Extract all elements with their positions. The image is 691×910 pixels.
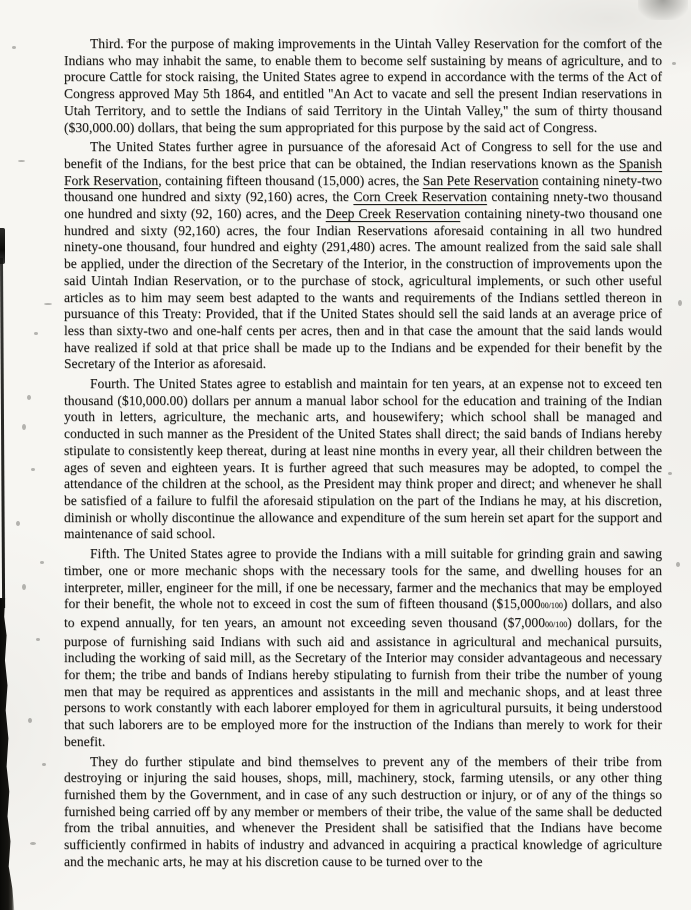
text-segment: containing ninety-two thousand one hundred and sixty (92,160) acres, the	[64, 172, 662, 205]
underlined-reservation-name: San Pete Reservation	[422, 172, 539, 188]
text-segment: They do further stipulate and bind themselves to prevent any of the members of their tribe from destroying or injuring the said houses, shops, mill, machinery, stock, farming utensils, or any other thing furnished them by the Government, and in case of any such destruction or injury, or of any of the things so furnished being carried off by any member or members of their tribe, the value of the same shall be deducted from the tribal annuities, and whenever the President shall be satisified that the Indians have become sufficiently confirmed in habits of industry and advanced in acquiring a practical knowledge of agriculture and the mechanic arts, he may at his discretion cause to be turned over to the	[64, 753, 662, 869]
text-segment: Fifth. The United States agree to provide the Indians with a mill suitable for grinding grain and sawing timber, one or more mechanic shops with the necessary tools for the same, and dwelling houses for an interpreter, miller, engineer for the mill, if one be necessary, farmer and the mechanics that may be employed for their benefit, the whole not to exceed in cost the sum of fifteen thousand ($15,000	[64, 546, 662, 612]
paragraph	[64, 546, 662, 750]
scan-speckle	[672, 62, 676, 65]
scan-speckle	[30, 842, 36, 845]
scan-speckle	[28, 718, 32, 723]
scan-speckle	[16, 521, 20, 526]
paragraph	[64, 139, 662, 373]
text-segment: Third. For the purpose of making improvements in the Uintah Valley Reservation for the comfort of the Indians who may inhabit the same, to enable them to become self sustaining by means of agriculture, and to procure Cattle for stock raising, the United States agree to expend in accordance with the terms of the Act of Congress approved May 5th 1864, and entitled ''An Act to vacate and sell the present Indian reservations in Utah Territory, and to settle the Indians of said Territory in the Uintah Valley,'' the sum of thirty thousand ($30,000.00) dollars, that being the sum appropriated for this purpose by the said act of Congress.	[64, 36, 662, 135]
scan-speckle	[22, 424, 26, 430]
scan-speckle	[42, 763, 46, 766]
scan-speckle	[36, 638, 40, 641]
text-segment: ) dollars, for the purpose of furnishing said Indians with such aid and assistance in agricultural and mechanical pursuits, including the working of said mill, as the Secretary of the Interior may consider advantageous and necessary for them; the tribe and bands of Indians hereby stipulating to furnish from their tribe the number of young men that may be required as apprentices and assistants in the mill and mechanic shops, and at least three persons to work constantly with each laborer employed for them in agricultural pursuits, it being understood that such laborers are to be employed more for the instruction of the Indians than merely to work for their benefit.	[64, 614, 663, 749]
underlined-reservation-name: Corn Creek Reservation	[353, 189, 487, 205]
scan-artifact-left-line	[0, 258, 5, 608]
scan-speckle	[12, 46, 16, 49]
underlined-reservation-name: Deep Creek Reservation	[325, 206, 461, 222]
scan-artifact-corner-smudge	[638, 0, 688, 20]
paragraph	[64, 36, 662, 136]
scan-artifact-left-band	[0, 598, 15, 910]
underlined-reservation-name: Spanish Fork Reservation	[64, 155, 662, 188]
text-segment: containing ninety-two thousand one hundred and sixty (92,160) acres, the four Indian Reservations aforesaid containing in all two hundred ninety-one thousand, four hundred and eighty (291,480) acres. The amount realized from the said sale shall be applied, under the direction of the Secretary of the Interior, in the construction of improvements upon the said Uintah Indian Reservation, or to the purchase of stock, agricultural implements, or such other useful articles as to him may seem best adapted to the wants and requirements of the Indians settled thereon in pursuance of this Treaty: Provided, that if the United States should sell the said lands at an average price of less than sixty-two and one-half cents per acres, then and in that case the amount that the said lands would have realized if sold at that price shall be made up to the Indians and be expended for their benefit by the Secretary of the Interior as aforesaid.	[64, 206, 662, 372]
scan-speckle	[676, 562, 680, 567]
scan-artifact-left-mark	[0, 228, 5, 264]
scan-speckle	[668, 472, 672, 475]
scan-speckle	[18, 160, 25, 162]
scan-speckle	[22, 584, 26, 590]
scan-speckle	[31, 468, 35, 471]
treaty-text	[64, 36, 662, 873]
scan-speckle	[40, 561, 44, 564]
scan-speckle	[34, 332, 38, 335]
scan-speckle	[678, 300, 682, 306]
text-segment: , containing fifteen thousand (15,000) acres, the	[158, 172, 423, 188]
paragraph	[64, 754, 662, 871]
text-segment: containing nnety-two thousand one hundred and sixty (92, 160) acres, and the	[64, 189, 662, 222]
cents-fraction: 00/100	[545, 619, 568, 629]
scan-speckle	[27, 395, 31, 400]
text-segment: Fourth. The United States agree to establish and maintain for ten years, at an expense not to exceed ten thousand ($10,000.00) dollars per annum a manual labor school for the education and training of the Indian youth in letters, agriculture, the mechanic arts, and housewifery; which school shall be managed and conducted in such manner as the President of the United States shall direct; the said bands of Indians hereby stipulate to consistently keep thereat, during at least nine months in every year, all their children between the ages of seven and eighteen years. It is further agreed that such measures may be adopted, to compel the attendance of the children at the school, as the President may think proper and direct; and whenever he shall be satisfied of a failure to fulfil the aforesaid stipulation on the part of the Indians he may, at his discretion, diminish or wholly discontinue the allowance and expenditure of the sum herein set apart for the support and maintenance of said school.	[64, 376, 662, 542]
scan-speckle	[44, 303, 52, 305]
paragraph	[64, 376, 662, 543]
text-segment: ) dollars, and also to expend annually, for ten years, an amount not exceeding seven thousand ($7,000	[64, 596, 662, 630]
text-segment: The United States further agree in pursuance of the aforesaid Act of Congress to sell for the use and benefit of the Indians, for the best price that can be obtained, the Indian reservations known as the	[64, 139, 662, 171]
cents-fraction: 00/100	[540, 601, 563, 611]
